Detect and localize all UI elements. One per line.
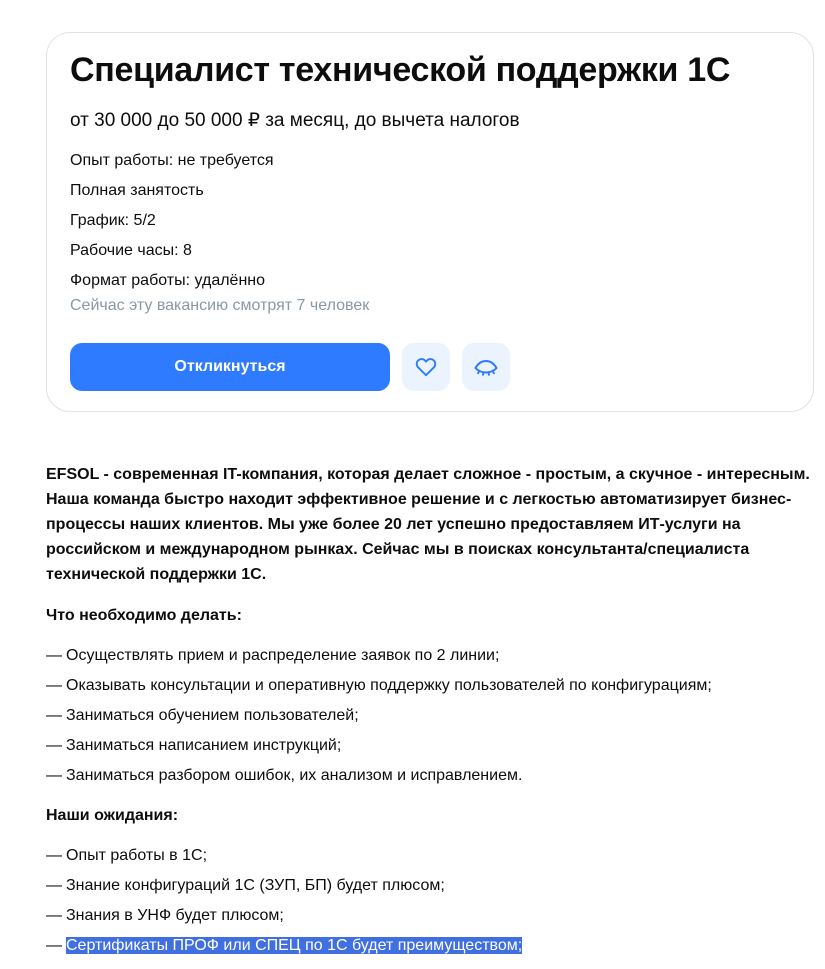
list-item-text: Заниматься обучением пользователей; (66, 707, 359, 724)
employment-type: Полная занятость (70, 182, 204, 199)
schedule: График: 5/2 (70, 212, 156, 229)
list-item (46, 871, 821, 901)
expectations-heading: Наши ожидания: (46, 807, 179, 824)
hide-vacancy-button[interactable] (462, 343, 510, 391)
dash: — (46, 877, 62, 894)
list-item (46, 731, 821, 761)
list-item-text: Заниматься написанием инструкций; (66, 737, 342, 754)
salary: от 30 000 до 50 000 ₽ за месяц, до вычета налогов (70, 110, 520, 131)
list-item-text: Осуществлять прием и распределение заявок по 2 линии; (66, 647, 500, 664)
list-item (46, 841, 821, 871)
dash: — (46, 907, 62, 924)
vacancy-details (70, 146, 274, 296)
list-item (46, 671, 821, 701)
expectations-list (46, 841, 821, 961)
dash: — (46, 737, 62, 754)
list-item (46, 641, 821, 671)
dash: — (46, 677, 62, 694)
duties-heading: Что необходимо делать: (46, 607, 242, 624)
selected-text: Сертификаты ПРОФ или СПЕЦ по 1С будет преимуществом; (66, 937, 523, 954)
heart-icon (414, 355, 438, 379)
eye-closed-icon (473, 355, 499, 379)
working-hours: Рабочие часы: 8 (70, 242, 192, 259)
work-format: Формат работы: удалённо (70, 272, 266, 289)
dash: — (46, 707, 62, 724)
company-intro: EFSOL - современная IT-компания, которая делает сложное - простым, а скучное - интересным. Наша команда быстро находит эффективное решение и с легкостью автоматизирует бизнес-процессы наших клиентов. Мы уже более 20 лет успешно предоставляем ИТ-услуги на российском и международном рынках. Сейчас мы в поисках консультанта/специалиста технической поддержки 1С. (46, 466, 810, 583)
viewers-count: Сейчас эту вакансию смотрят 7 человек (70, 297, 370, 314)
list-item-text: Знания в УНФ будет плюсом; (66, 907, 284, 924)
list-item (46, 701, 821, 731)
list-item-text: Оказывать консультации и оперативную поддержку пользователей по конфигурациям; (66, 677, 712, 694)
list-item (46, 901, 821, 931)
respond-button[interactable]: Откликнуться (70, 343, 390, 391)
vacancy-description (46, 462, 821, 961)
list-item-text: Заниматься разбором ошибок, их анализом и исправлением. (66, 767, 523, 784)
dash: — (46, 847, 62, 864)
vacancy-card (46, 32, 814, 412)
list-item (46, 761, 821, 791)
vacancy-title: Специалист технической поддержки 1С (70, 51, 731, 89)
list-item-text: Опыт работы в 1С; (66, 847, 208, 864)
dash: — (46, 647, 62, 664)
favorite-button[interactable] (402, 343, 450, 391)
dash: — (46, 937, 62, 954)
list-item (46, 931, 821, 961)
experience: Опыт работы: не требуется (70, 152, 274, 169)
list-item-text: Знание конфигураций 1С (ЗУП, БП) будет плюсом; (66, 877, 445, 894)
dash: — (46, 767, 62, 784)
duties-list (46, 641, 821, 791)
